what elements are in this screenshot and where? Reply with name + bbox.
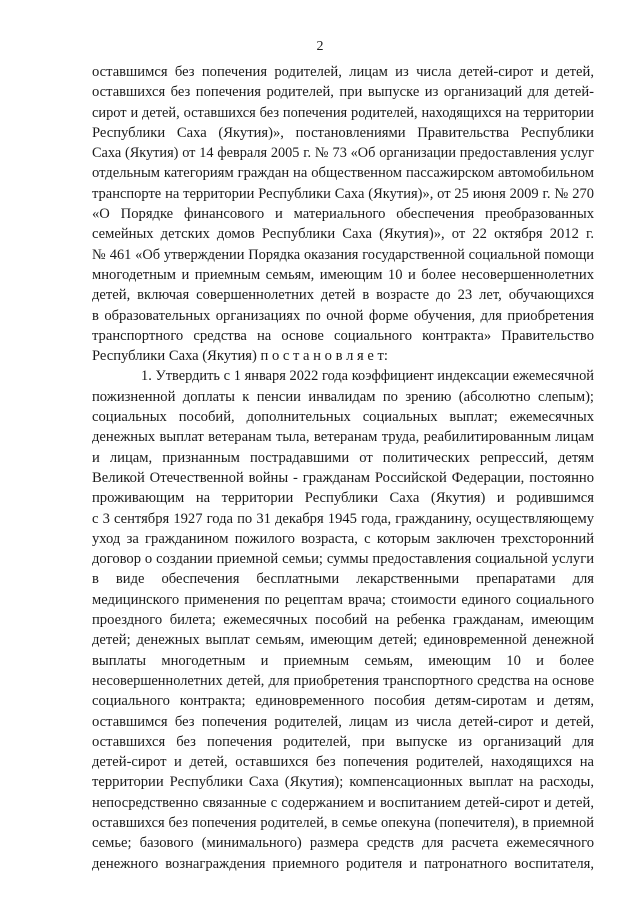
text-line: оставшихся без попечения родителей, при выпуске из организаций для xyxy=(92,733,594,750)
text-line: 1. Утвердить с 1 января 2022 года коэффициент индексации ежемесячной xyxy=(141,368,594,385)
paragraph xyxy=(92,366,594,873)
text-line: семейных детских домов Республики Саха (Якутия)», от 22 октября 2012 г. xyxy=(92,226,594,243)
text-line: территории Республики Саха (Якутия); компенсационных выплат на расходы, xyxy=(92,774,594,791)
text-line: выплаты многодетным и приемным семьям, имеющим 10 и более xyxy=(92,652,594,669)
text-line: транспортного средства на основе социального контракта» Правительство xyxy=(92,327,594,344)
text-line: уход за гражданином пожилого возраста, с которым заключен трехсторонний xyxy=(92,530,594,547)
text-line: проездного билета; ежемесячных пособий на ребенка гражданам, имеющим xyxy=(92,612,594,629)
text-line: несовершеннолетних детей, для приобретения транспортного средства на основе xyxy=(92,672,594,689)
document-body xyxy=(92,62,594,874)
text-line: оставшихся без попечения родителей, при выпуске из организаций для детей- xyxy=(92,84,594,101)
text-line: «О Порядке финансового и материального обеспечения преобразованных xyxy=(92,206,594,223)
text-line: многодетным и приемным семьям, имеющим 10 и более несовершеннолетних xyxy=(92,266,594,283)
text-line: детей-сирот и детей, оставшихся без попечения родителей, находящихся на xyxy=(92,754,594,771)
text-line: проживающим на территории Республики Саха (Якутия) и родившимся xyxy=(92,490,594,507)
text-line: оставшимся без попечения родителей, лицам из числа детей-сирот и детей, xyxy=(92,64,594,80)
text-line: № 461 «Об утверждении Порядка оказания государственной социальной помощи xyxy=(92,246,594,263)
text-line: Саха (Якутия) от 14 февраля 2005 г. № 73 «Об организации предоставления услуг xyxy=(92,145,594,162)
text-line: договор о создании приемной семьи; суммы предоставления социальной услуги xyxy=(92,551,594,568)
text-line: семье; базового (минимального) размера средств для расчета ежемесячного xyxy=(92,835,594,852)
text-line: транспорте на территории Республики Саха (Якутия)», от 25 июня 2009 г. № 270 xyxy=(92,185,594,202)
text-line: в образовательных организациях по очной форме обучения, для приобретения xyxy=(92,307,594,324)
page-number: 2 xyxy=(316,39,324,54)
text-line: денежных выплат ветеранам тыла, ветеранам труда, реабилитированным лицам xyxy=(92,429,594,446)
text-line: медицинского применения по рецептам врача; стоимости единого социального xyxy=(92,591,594,608)
text-line: в виде обеспечения бесплатными лекарственными препаратами для xyxy=(92,571,594,588)
text-line: социальных пособий, дополнительных социальных выплат; ежемесячных xyxy=(92,409,594,426)
text-line: оставшимся без попечения родителей, лицам из числа детей-сирот и детей, xyxy=(92,713,594,730)
text-line: Республики Саха (Якутия) п о с т а н о в л я е т: xyxy=(92,348,388,365)
paragraph xyxy=(92,62,594,366)
text-line: денежного вознаграждения приемного родителя и патронатного воспитателя, xyxy=(92,855,594,872)
text-line: детей, включая совершеннолетних детей в возрасте до 23 лет, обучающихся xyxy=(92,287,594,304)
text-line: Республики Саха (Якутия)», постановлениями Правительства Республики xyxy=(92,124,594,141)
text-line: социального контракта; единовременного пособия детям-сиротам и детям, xyxy=(92,693,594,710)
text-line: с 3 сентября 1927 года по 31 декабря 1945 года, гражданину, осуществляющему xyxy=(92,510,594,527)
text-line: пожизненной доплаты к пенсии инвалидам по зрению (абсолютно слепым); xyxy=(92,388,594,405)
text-line: отдельным категориям граждан на общественном пассажирском автомобильном xyxy=(92,165,594,182)
text-line: непосредственно связанные с содержанием и воспитанием детей-сирот и детей, xyxy=(92,794,594,811)
text-line: Великой Отечественной войны - гражданам Российской Федерации, постоянно xyxy=(92,469,594,486)
text-line: детей; денежных выплат семьям, имеющим детей; единовременной денежной xyxy=(92,632,594,649)
text-line: и лицам, признанным пострадавшими от политических репрессий, детям xyxy=(92,449,594,466)
text-line: сирот и детей, оставшихся без попечения родителей, находящихся на территории xyxy=(92,104,594,121)
text-line: оставшихся без попечения родителей, в семье опекуна (попечителя), в приемной xyxy=(92,814,594,831)
